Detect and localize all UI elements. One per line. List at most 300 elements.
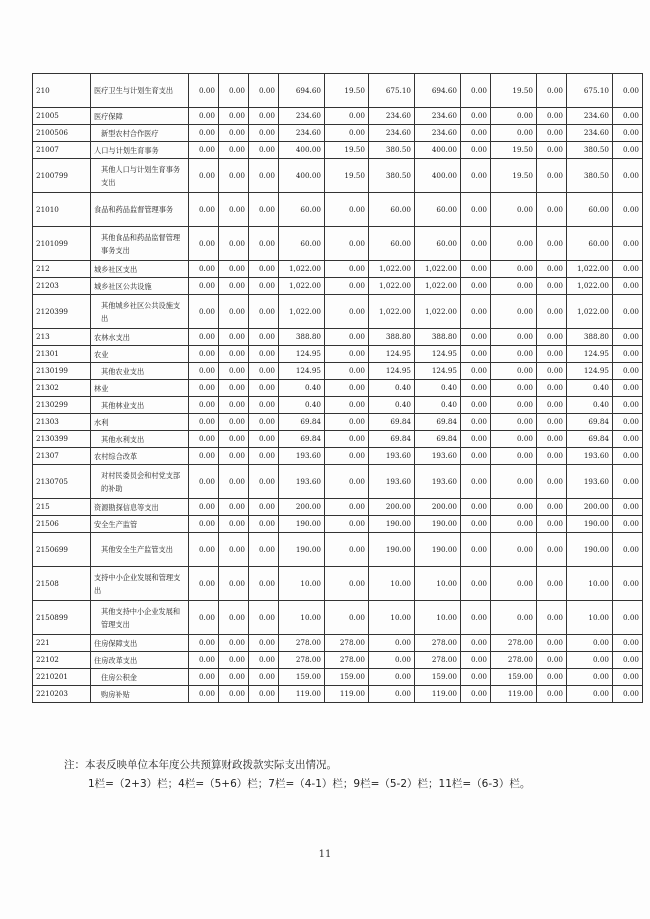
amount-cell: 0.00 bbox=[189, 261, 219, 278]
amount-cell: 0.00 bbox=[461, 601, 491, 635]
amount-cell: 0.00 bbox=[189, 227, 219, 261]
amount-cell: 1,022.00 bbox=[279, 278, 325, 295]
amount-cell: 0.00 bbox=[189, 397, 219, 414]
subject-name-cell: 其他安全生产监管支出 bbox=[91, 533, 189, 567]
amount-cell: 0.00 bbox=[461, 669, 491, 686]
amount-cell: 0.00 bbox=[189, 533, 219, 567]
amount-cell: 10.00 bbox=[415, 601, 461, 635]
amount-cell: 0.00 bbox=[189, 652, 219, 669]
amount-cell: 0.00 bbox=[567, 669, 613, 686]
amount-cell: 0.00 bbox=[219, 142, 249, 159]
amount-cell: 0.00 bbox=[613, 380, 643, 397]
amount-cell: 0.00 bbox=[537, 567, 567, 601]
amount-cell: 0.00 bbox=[461, 414, 491, 431]
amount-cell: 0.00 bbox=[325, 346, 369, 363]
table-row bbox=[33, 516, 643, 533]
subject-code-cell: 2210201 bbox=[33, 669, 91, 686]
amount-cell: 124.95 bbox=[369, 346, 415, 363]
amount-cell: 60.00 bbox=[415, 193, 461, 227]
amount-cell: 0.00 bbox=[189, 465, 219, 499]
amount-cell: 0.00 bbox=[537, 601, 567, 635]
subject-name-cell: 住房公积金 bbox=[91, 669, 189, 686]
amount-cell: 1,022.00 bbox=[415, 261, 461, 278]
subject-code-cell: 215 bbox=[33, 499, 91, 516]
amount-cell: 675.10 bbox=[567, 74, 613, 108]
amount-cell: 124.95 bbox=[369, 363, 415, 380]
amount-cell: 0.00 bbox=[491, 516, 537, 533]
subject-code-cell: 2210203 bbox=[33, 686, 91, 703]
amount-cell: 0.00 bbox=[219, 686, 249, 703]
amount-cell: 0.00 bbox=[219, 295, 249, 329]
amount-cell: 0.00 bbox=[461, 74, 491, 108]
table-row bbox=[33, 142, 643, 159]
amount-cell: 0.00 bbox=[537, 414, 567, 431]
table-row bbox=[33, 261, 643, 278]
subject-name-cell: 安全生产监管 bbox=[91, 516, 189, 533]
amount-cell: 0.00 bbox=[491, 380, 537, 397]
subject-name-cell: 其他人口与计划生育事务支出 bbox=[91, 159, 189, 193]
amount-cell: 0.00 bbox=[219, 669, 249, 686]
table-row bbox=[33, 346, 643, 363]
subject-name-cell: 住房改革支出 bbox=[91, 652, 189, 669]
amount-cell: 1,022.00 bbox=[369, 295, 415, 329]
amount-cell: 0.00 bbox=[461, 142, 491, 159]
amount-cell: 0.00 bbox=[537, 516, 567, 533]
amount-cell: 0.40 bbox=[567, 380, 613, 397]
amount-cell: 0.40 bbox=[567, 397, 613, 414]
amount-cell: 0.00 bbox=[613, 159, 643, 193]
subject-code-cell: 2130199 bbox=[33, 363, 91, 380]
amount-cell: 0.00 bbox=[189, 567, 219, 601]
amount-cell: 0.00 bbox=[491, 346, 537, 363]
amount-cell: 0.00 bbox=[325, 108, 369, 125]
amount-cell: 69.84 bbox=[279, 431, 325, 448]
amount-cell: 1,022.00 bbox=[415, 295, 461, 329]
subject-code-cell: 2130299 bbox=[33, 397, 91, 414]
table-row bbox=[33, 159, 643, 193]
amount-cell: 124.95 bbox=[415, 363, 461, 380]
amount-cell: 0.00 bbox=[249, 635, 279, 652]
amount-cell: 0.00 bbox=[325, 193, 369, 227]
amount-cell: 0.00 bbox=[325, 278, 369, 295]
subject-code-cell: 21303 bbox=[33, 414, 91, 431]
amount-cell: 0.00 bbox=[325, 601, 369, 635]
amount-cell: 0.00 bbox=[189, 278, 219, 295]
amount-cell: 0.00 bbox=[491, 108, 537, 125]
table-row bbox=[33, 499, 643, 516]
amount-cell: 0.00 bbox=[613, 261, 643, 278]
amount-cell: 0.00 bbox=[249, 363, 279, 380]
table-row bbox=[33, 601, 643, 635]
amount-cell: 69.84 bbox=[567, 414, 613, 431]
amount-cell: 193.60 bbox=[369, 465, 415, 499]
subject-name-cell: 对村民委员会和村党支部的补助 bbox=[91, 465, 189, 499]
table-row bbox=[33, 74, 643, 108]
amount-cell: 0.00 bbox=[613, 329, 643, 346]
amount-cell: 0.00 bbox=[189, 448, 219, 465]
amount-cell: 0.00 bbox=[613, 278, 643, 295]
amount-cell: 200.00 bbox=[415, 499, 461, 516]
amount-cell: 0.00 bbox=[613, 465, 643, 499]
subject-code-cell: 22102 bbox=[33, 652, 91, 669]
amount-cell: 1,022.00 bbox=[415, 278, 461, 295]
subject-name-cell: 其他食品和药品监督管理事务支出 bbox=[91, 227, 189, 261]
amount-cell: 0.00 bbox=[219, 74, 249, 108]
amount-cell: 234.60 bbox=[567, 108, 613, 125]
subject-code-cell: 21005 bbox=[33, 108, 91, 125]
amount-cell: 0.00 bbox=[249, 686, 279, 703]
amount-cell: 0.00 bbox=[249, 159, 279, 193]
subject-code-cell: 21506 bbox=[33, 516, 91, 533]
amount-cell: 0.00 bbox=[461, 652, 491, 669]
amount-cell: 119.00 bbox=[415, 686, 461, 703]
amount-cell: 0.00 bbox=[325, 516, 369, 533]
amount-cell: 0.00 bbox=[325, 363, 369, 380]
amount-cell: 0.00 bbox=[219, 227, 249, 261]
subject-name-cell: 农业 bbox=[91, 346, 189, 363]
amount-cell: 0.00 bbox=[325, 431, 369, 448]
amount-cell: 69.84 bbox=[567, 431, 613, 448]
amount-cell: 0.00 bbox=[491, 329, 537, 346]
amount-cell: 234.60 bbox=[369, 108, 415, 125]
amount-cell: 0.00 bbox=[219, 533, 249, 567]
amount-cell: 0.00 bbox=[189, 74, 219, 108]
amount-cell: 190.00 bbox=[369, 533, 415, 567]
table-row bbox=[33, 669, 643, 686]
amount-cell: 380.50 bbox=[567, 159, 613, 193]
amount-cell: 0.00 bbox=[461, 448, 491, 465]
amount-cell: 69.84 bbox=[369, 431, 415, 448]
amount-cell: 19.50 bbox=[491, 74, 537, 108]
amount-cell: 278.00 bbox=[415, 652, 461, 669]
subject-name-cell: 人口与计划生育事务 bbox=[91, 142, 189, 159]
amount-cell: 0.00 bbox=[189, 193, 219, 227]
amount-cell: 0.00 bbox=[461, 261, 491, 278]
amount-cell: 0.00 bbox=[537, 652, 567, 669]
amount-cell: 0.00 bbox=[537, 397, 567, 414]
amount-cell: 400.00 bbox=[279, 159, 325, 193]
subject-code-cell: 2100799 bbox=[33, 159, 91, 193]
amount-cell: 19.50 bbox=[491, 142, 537, 159]
amount-cell: 0.00 bbox=[491, 363, 537, 380]
amount-cell: 0.00 bbox=[249, 346, 279, 363]
subject-name-cell: 城乡社区公共设施 bbox=[91, 278, 189, 295]
amount-cell: 0.00 bbox=[249, 567, 279, 601]
amount-cell: 0.00 bbox=[461, 227, 491, 261]
amount-cell: 0.00 bbox=[249, 652, 279, 669]
amount-cell: 400.00 bbox=[415, 142, 461, 159]
table-row bbox=[33, 295, 643, 329]
table-row bbox=[33, 108, 643, 125]
amount-cell: 0.00 bbox=[461, 567, 491, 601]
subject-name-cell: 其他农业支出 bbox=[91, 363, 189, 380]
amount-cell: 19.50 bbox=[325, 142, 369, 159]
budget-table bbox=[32, 73, 643, 703]
amount-cell: 60.00 bbox=[369, 193, 415, 227]
amount-cell: 0.00 bbox=[613, 74, 643, 108]
amount-cell: 234.60 bbox=[567, 125, 613, 142]
amount-cell: 0.00 bbox=[461, 295, 491, 329]
amount-cell: 1,022.00 bbox=[567, 278, 613, 295]
amount-cell: 193.60 bbox=[279, 465, 325, 499]
amount-cell: 60.00 bbox=[415, 227, 461, 261]
amount-cell: 0.00 bbox=[325, 567, 369, 601]
amount-cell: 0.00 bbox=[491, 414, 537, 431]
amount-cell: 0.00 bbox=[249, 499, 279, 516]
subject-code-cell: 2150899 bbox=[33, 601, 91, 635]
amount-cell: 159.00 bbox=[279, 669, 325, 686]
amount-cell: 0.00 bbox=[491, 278, 537, 295]
amount-cell: 0.00 bbox=[189, 635, 219, 652]
amount-cell: 0.00 bbox=[219, 329, 249, 346]
amount-cell: 1,022.00 bbox=[279, 261, 325, 278]
amount-cell: 0.40 bbox=[369, 397, 415, 414]
amount-cell: 0.00 bbox=[461, 499, 491, 516]
amount-cell: 1,022.00 bbox=[567, 295, 613, 329]
amount-cell: 193.60 bbox=[415, 465, 461, 499]
amount-cell: 0.00 bbox=[189, 363, 219, 380]
amount-cell: 0.00 bbox=[613, 499, 643, 516]
amount-cell: 0.00 bbox=[537, 499, 567, 516]
amount-cell: 0.00 bbox=[325, 448, 369, 465]
amount-cell: 159.00 bbox=[325, 669, 369, 686]
amount-cell: 0.00 bbox=[491, 125, 537, 142]
amount-cell: 0.00 bbox=[461, 397, 491, 414]
amount-cell: 0.00 bbox=[325, 414, 369, 431]
amount-cell: 0.40 bbox=[279, 397, 325, 414]
amount-cell: 0.00 bbox=[249, 669, 279, 686]
table-row bbox=[33, 414, 643, 431]
table-row bbox=[33, 193, 643, 227]
amount-cell: 0.00 bbox=[249, 261, 279, 278]
amount-cell: 0.00 bbox=[189, 601, 219, 635]
amount-cell: 0.00 bbox=[613, 295, 643, 329]
amount-cell: 0.00 bbox=[491, 261, 537, 278]
amount-cell: 0.00 bbox=[537, 125, 567, 142]
amount-cell: 0.00 bbox=[537, 363, 567, 380]
subject-code-cell: 21302 bbox=[33, 380, 91, 397]
amount-cell: 119.00 bbox=[491, 686, 537, 703]
amount-cell: 0.00 bbox=[189, 329, 219, 346]
amount-cell: 0.00 bbox=[189, 159, 219, 193]
subject-name-cell: 新型农村合作医疗 bbox=[91, 125, 189, 142]
amount-cell: 0.00 bbox=[613, 346, 643, 363]
subject-name-cell: 林业 bbox=[91, 380, 189, 397]
amount-cell: 0.00 bbox=[491, 295, 537, 329]
amount-cell: 0.00 bbox=[537, 227, 567, 261]
amount-cell: 694.60 bbox=[279, 74, 325, 108]
amount-cell: 0.00 bbox=[567, 686, 613, 703]
amount-cell: 119.00 bbox=[279, 686, 325, 703]
subject-name-cell: 食品和药品监督管理事务 bbox=[91, 193, 189, 227]
amount-cell: 234.60 bbox=[415, 108, 461, 125]
amount-cell: 0.00 bbox=[219, 278, 249, 295]
amount-cell: 0.00 bbox=[461, 516, 491, 533]
amount-cell: 0.00 bbox=[219, 635, 249, 652]
amount-cell: 69.84 bbox=[415, 431, 461, 448]
amount-cell: 124.95 bbox=[567, 363, 613, 380]
amount-cell: 60.00 bbox=[279, 193, 325, 227]
amount-cell: 278.00 bbox=[415, 635, 461, 652]
amount-cell: 400.00 bbox=[279, 142, 325, 159]
subject-name-cell: 资源勘探信息等支出 bbox=[91, 499, 189, 516]
amount-cell: 69.84 bbox=[279, 414, 325, 431]
amount-cell: 60.00 bbox=[567, 193, 613, 227]
amount-cell: 10.00 bbox=[279, 601, 325, 635]
amount-cell: 0.00 bbox=[249, 516, 279, 533]
amount-cell: 0.00 bbox=[249, 465, 279, 499]
amount-cell: 0.00 bbox=[537, 329, 567, 346]
subject-name-cell: 购房补贴 bbox=[91, 686, 189, 703]
amount-cell: 0.00 bbox=[219, 601, 249, 635]
amount-cell: 0.00 bbox=[219, 397, 249, 414]
amount-cell: 388.80 bbox=[415, 329, 461, 346]
amount-cell: 124.95 bbox=[279, 346, 325, 363]
amount-cell: 0.00 bbox=[491, 533, 537, 567]
amount-cell: 0.00 bbox=[537, 295, 567, 329]
amount-cell: 0.00 bbox=[491, 397, 537, 414]
amount-cell: 0.00 bbox=[325, 499, 369, 516]
amount-cell: 0.00 bbox=[491, 431, 537, 448]
amount-cell: 1,022.00 bbox=[369, 261, 415, 278]
subject-code-cell: 2120399 bbox=[33, 295, 91, 329]
amount-cell: 159.00 bbox=[491, 669, 537, 686]
amount-cell: 694.60 bbox=[415, 74, 461, 108]
table-row bbox=[33, 533, 643, 567]
amount-cell: 234.60 bbox=[415, 125, 461, 142]
amount-cell: 0.00 bbox=[613, 516, 643, 533]
subject-code-cell: 21508 bbox=[33, 567, 91, 601]
amount-cell: 0.00 bbox=[461, 159, 491, 193]
amount-cell: 0.00 bbox=[461, 431, 491, 448]
amount-cell: 193.60 bbox=[567, 465, 613, 499]
amount-cell: 234.60 bbox=[279, 108, 325, 125]
amount-cell: 278.00 bbox=[325, 652, 369, 669]
subject-code-cell: 210 bbox=[33, 74, 91, 108]
subject-code-cell: 21010 bbox=[33, 193, 91, 227]
amount-cell: 0.00 bbox=[461, 380, 491, 397]
table-body bbox=[33, 74, 643, 703]
amount-cell: 0.00 bbox=[219, 380, 249, 397]
amount-cell: 0.00 bbox=[249, 448, 279, 465]
amount-cell: 19.50 bbox=[491, 159, 537, 193]
amount-cell: 278.00 bbox=[325, 635, 369, 652]
amount-cell: 0.00 bbox=[537, 261, 567, 278]
table-row bbox=[33, 652, 643, 669]
subject-name-cell: 城乡社区支出 bbox=[91, 261, 189, 278]
amount-cell: 0.00 bbox=[249, 74, 279, 108]
amount-cell: 0.00 bbox=[537, 346, 567, 363]
amount-cell: 0.00 bbox=[537, 159, 567, 193]
amount-cell: 10.00 bbox=[369, 601, 415, 635]
amount-cell: 193.60 bbox=[279, 448, 325, 465]
amount-cell: 0.00 bbox=[613, 431, 643, 448]
amount-cell: 234.60 bbox=[279, 125, 325, 142]
subject-code-cell: 21307 bbox=[33, 448, 91, 465]
amount-cell: 0.00 bbox=[613, 533, 643, 567]
amount-cell: 200.00 bbox=[369, 499, 415, 516]
amount-cell: 380.50 bbox=[567, 142, 613, 159]
amount-cell: 0.00 bbox=[249, 380, 279, 397]
amount-cell: 0.00 bbox=[249, 431, 279, 448]
amount-cell: 190.00 bbox=[415, 533, 461, 567]
amount-cell: 0.00 bbox=[537, 669, 567, 686]
amount-cell: 0.00 bbox=[461, 125, 491, 142]
amount-cell: 1,022.00 bbox=[369, 278, 415, 295]
subject-name-cell: 支持中小企业发展和管理支出 bbox=[91, 567, 189, 601]
amount-cell: 159.00 bbox=[415, 669, 461, 686]
amount-cell: 0.00 bbox=[219, 414, 249, 431]
amount-cell: 0.00 bbox=[325, 261, 369, 278]
amount-cell: 0.00 bbox=[249, 601, 279, 635]
amount-cell: 193.60 bbox=[567, 448, 613, 465]
subject-name-cell: 水利 bbox=[91, 414, 189, 431]
amount-cell: 0.00 bbox=[491, 601, 537, 635]
amount-cell: 0.00 bbox=[567, 652, 613, 669]
table-row bbox=[33, 465, 643, 499]
amount-cell: 0.00 bbox=[537, 74, 567, 108]
amount-cell: 69.84 bbox=[369, 414, 415, 431]
subject-code-cell: 2130399 bbox=[33, 431, 91, 448]
subject-name-cell: 其他水利支出 bbox=[91, 431, 189, 448]
amount-cell: 0.00 bbox=[189, 669, 219, 686]
amount-cell: 0.00 bbox=[613, 142, 643, 159]
amount-cell: 0.00 bbox=[461, 108, 491, 125]
table-row bbox=[33, 686, 643, 703]
amount-cell: 0.40 bbox=[279, 380, 325, 397]
amount-cell: 0.00 bbox=[189, 295, 219, 329]
amount-cell: 190.00 bbox=[279, 516, 325, 533]
amount-cell: 0.00 bbox=[325, 533, 369, 567]
amount-cell: 0.00 bbox=[537, 635, 567, 652]
subject-code-cell: 212 bbox=[33, 261, 91, 278]
amount-cell: 0.00 bbox=[613, 227, 643, 261]
amount-cell: 124.95 bbox=[279, 363, 325, 380]
amount-cell: 10.00 bbox=[369, 567, 415, 601]
amount-cell: 0.00 bbox=[613, 414, 643, 431]
amount-cell: 0.00 bbox=[325, 380, 369, 397]
amount-cell: 0.00 bbox=[461, 193, 491, 227]
amount-cell: 0.00 bbox=[219, 346, 249, 363]
amount-cell: 0.00 bbox=[369, 669, 415, 686]
subject-name-cell: 住房保障支出 bbox=[91, 635, 189, 652]
amount-cell: 0.00 bbox=[189, 516, 219, 533]
amount-cell: 388.80 bbox=[279, 329, 325, 346]
amount-cell: 0.00 bbox=[189, 125, 219, 142]
amount-cell: 0.40 bbox=[415, 380, 461, 397]
amount-cell: 675.10 bbox=[369, 74, 415, 108]
amount-cell: 0.00 bbox=[249, 397, 279, 414]
table-row bbox=[33, 431, 643, 448]
amount-cell: 0.00 bbox=[537, 193, 567, 227]
amount-cell: 0.00 bbox=[461, 346, 491, 363]
amount-cell: 0.00 bbox=[461, 686, 491, 703]
amount-cell: 190.00 bbox=[369, 516, 415, 533]
subject-code-cell: 2130705 bbox=[33, 465, 91, 499]
subject-code-cell: 2100506 bbox=[33, 125, 91, 142]
subject-name-cell: 医疗卫生与计划生育支出 bbox=[91, 74, 189, 108]
table-row bbox=[33, 635, 643, 652]
amount-cell: 0.00 bbox=[219, 499, 249, 516]
amount-cell: 380.50 bbox=[369, 159, 415, 193]
amount-cell: 0.00 bbox=[219, 431, 249, 448]
column-formula: 1栏=（2+3）栏；4栏=（5+6）栏；7栏=（4-1）栏；9栏=（5-2）栏；11栏=（6-3）栏。 bbox=[88, 778, 531, 790]
amount-cell: 0.00 bbox=[613, 669, 643, 686]
subject-code-cell: 2150699 bbox=[33, 533, 91, 567]
amount-cell: 0.00 bbox=[249, 295, 279, 329]
amount-cell: 0.00 bbox=[537, 108, 567, 125]
subject-name-cell: 农林水支出 bbox=[91, 329, 189, 346]
